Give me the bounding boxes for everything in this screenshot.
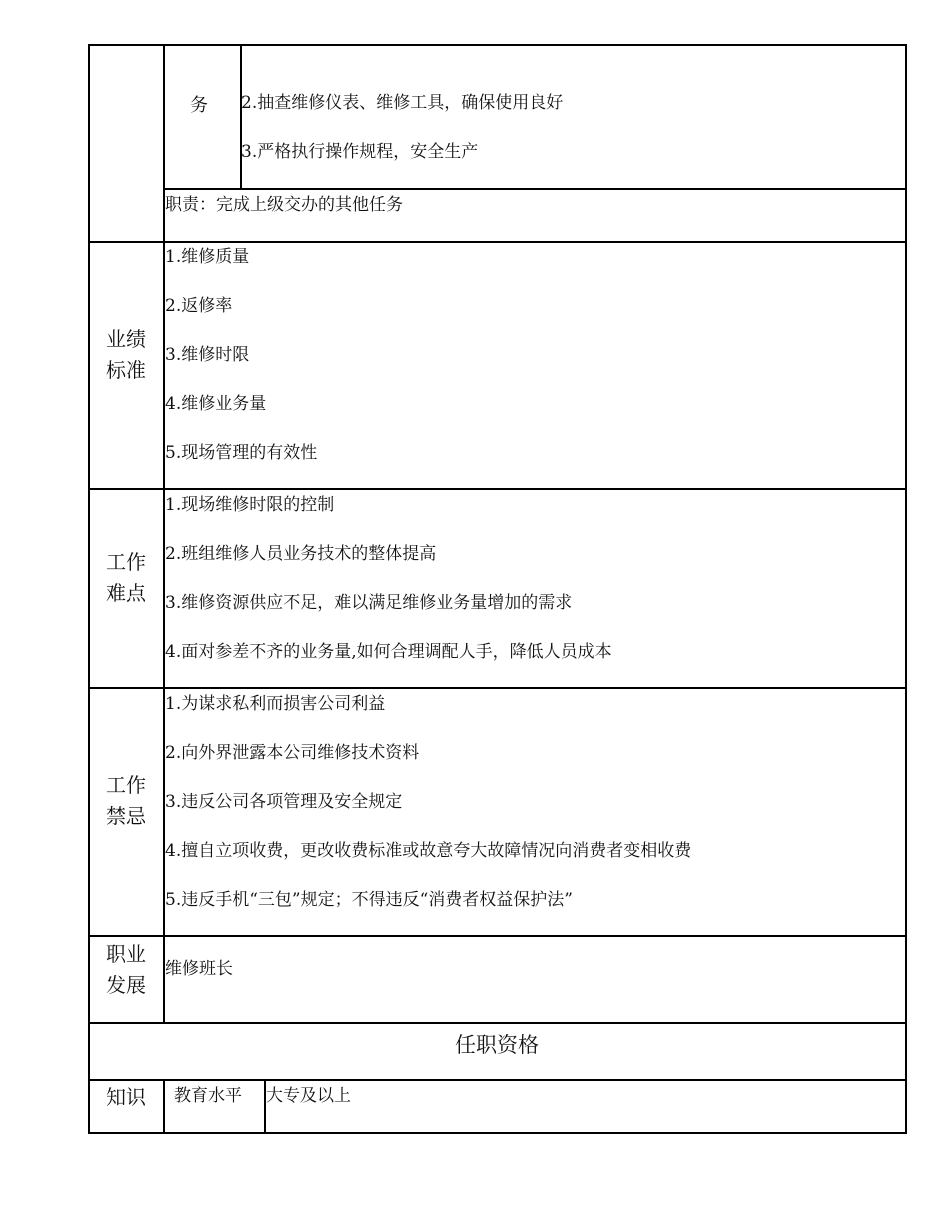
- performance-item: 5.现场管理的有效性: [165, 443, 318, 463]
- duty-item: 3.严格执行操作规程，安全生产: [241, 142, 479, 162]
- knowledge-label: 知识: [106, 1085, 146, 1109]
- education-label: 教育水平: [174, 1086, 242, 1106]
- career-value: 维修班长: [165, 959, 233, 979]
- difficulty-item: 3.维修资源供应不足，难以满足维修业务量增加的需求: [165, 593, 573, 613]
- qualifications-title: 任职资格: [455, 1033, 539, 1057]
- performance-item: 2.返修率: [165, 296, 233, 316]
- taboo-item: 1.为谋求私利而损害公司利益: [165, 694, 386, 714]
- other-duty: 职责：完成上级交办的其他任务: [165, 195, 403, 215]
- performance-item: 3.维修时限: [165, 345, 250, 365]
- education-value: 大专及以上: [266, 1086, 351, 1106]
- table-border-top: [88, 44, 907, 46]
- table-border-right: [905, 44, 907, 1133]
- taboo-item: 3.违反公司各项管理及安全规定: [165, 792, 403, 812]
- difficulty-item: 1.现场维修时限的控制: [165, 495, 335, 515]
- duty-sub-label: 务: [190, 95, 208, 116]
- row-divider: [88, 1079, 907, 1081]
- label-column-divider: [163, 44, 165, 1023]
- row-divider: [88, 488, 907, 490]
- duty-item: 2.抽查维修仪表、维修工具，确保使用良好: [241, 93, 564, 113]
- career-label: 职业 发展: [106, 942, 146, 997]
- difficulties-label: 工作 难点: [106, 550, 146, 605]
- row-divider: [163, 188, 907, 190]
- taboo-item: 2.向外界泄露本公司维修技术资料: [165, 743, 420, 763]
- taboo-item: 5.违反手机“三包”规定；不得违反“消费者权益保护法”: [165, 890, 573, 910]
- taboos-label: 工作 禁忌: [106, 773, 146, 828]
- row-divider: [88, 687, 907, 689]
- performance-label: 业绩 标准: [106, 327, 146, 382]
- sublabel-column-divider: [240, 44, 242, 189]
- difficulty-item: 2.班组维修人员业务技术的整体提高: [165, 544, 437, 564]
- row-divider: [88, 935, 907, 937]
- taboo-item: 4.擅自立项收费，更改收费标准或故意夸大故障情况向消费者变相收费: [165, 841, 692, 861]
- table-border-bottom: [88, 1132, 907, 1134]
- performance-item: 4.维修业务量: [165, 394, 267, 414]
- row-divider: [88, 241, 907, 243]
- row-divider: [88, 1022, 907, 1024]
- difficulty-item: 4.面对参差不齐的业务量,如何合理调配人手，降低人员成本: [165, 642, 612, 662]
- performance-item: 1.维修质量: [165, 247, 250, 267]
